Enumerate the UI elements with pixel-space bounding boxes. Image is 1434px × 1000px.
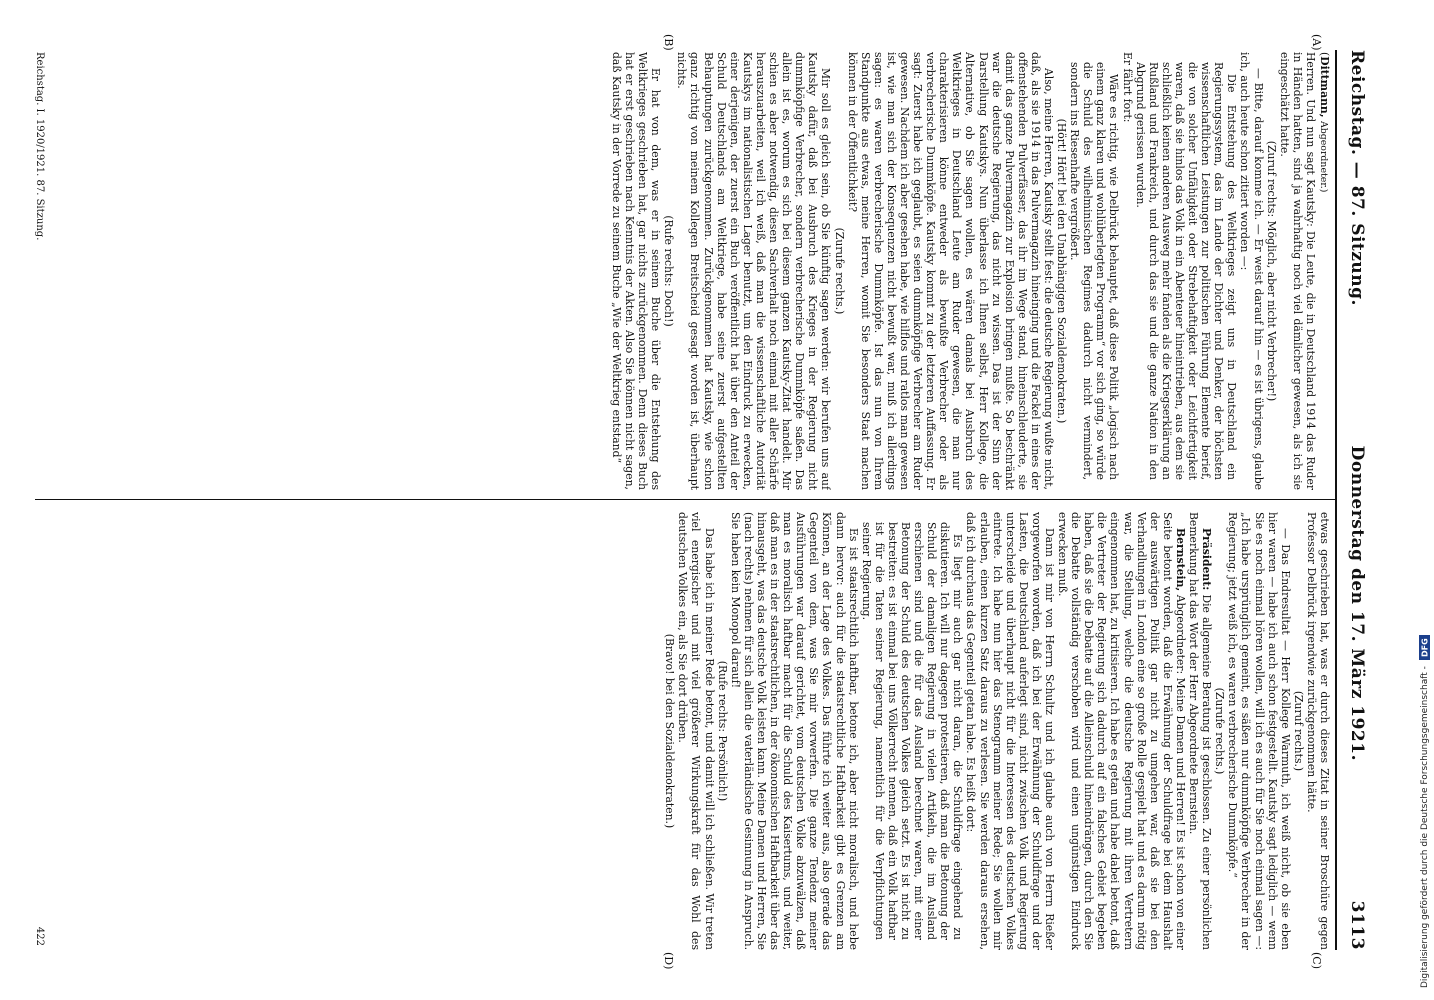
paragraph: Mir soll es gleich sein, ob Sie künftig sagen werden: wir berufen uns auf Kautsky dafür, daß bei Ausbruch des Krieges in der Regierung nicht dummköpfige Verbrecher, sondern verbrecherische Dummköpfe saßen. Das allein ist es, worum es sich bei diesem ganzen Kautsky-Zitat handelt. Mir schien es aber notwendig, diesen Sachverhalt noch einmal mit aller Schärfe herauszuarbeiten, weil ich weiß, daß man die wissenschaftliche Autorität Kautskys im nationalistischen Lager benutzt, um den Eindruck zu erwecken, einer derjenigen, der zuerst ein Buch veröffentlicht hat über den Anteil der Schuld Deutschlands am Weltkriege, habe seine zuerst aufgestellten Behauptungen zurückgenommen. Zurückgenommen hat Kautsky, wie schon ganz richtig von meinem Kollegen Breitscheid gesagt worden ist, überhaupt nichts. [675, 52, 833, 490]
quotation: Es liegt mir auch gar nicht daran, die Schuldfrage eingehend zu diskutieren. Ich will nur dagegen protestieren, daß man die Betonung der Schuld der damaligen Regierung in vielen Artikeln, die im Ausland erschienen sind und die für das Ausland berechnet waren, mit einer Betonung der Schuld des deutschen Volkes gleich setzt. Es ist nicht zu bestreiten: es ist einmal bei uns Völkerrecht nennen, daß ein Volk haftbar ist für die Taten seiner Regierung, namentlich für die Verpflichtungen seiner Regierung. [859, 522, 965, 940]
quotation: Die Entstehung des Weltkrieges zeigt uns in Deutschland ein Regierungssystem, das im Lande der Dichter und Denker, der höchsten wissenschaftlichen Leistungen zur politischen Führung Elemente berief, die von solcher Unfähigkeit oder Strebehaftigkeit oder Leichtfertigkeit waren, daß sie hinlos das Volk in ein Abenteuer hineintrieben, aus dem sie schließlich keinen anderen Ausweg mehr fanden als die Kriegserklärung an Rußland und Frankreich, und durch das sie und die ganze Nation in den Abgrund gerissen wurden. [1133, 62, 1239, 480]
interjection: (Hört! Hört! bei den Unabhängigen Sozialdemokraten.) [1055, 118, 1069, 424]
interjection: (Rufe rechts: Persönlich!) [715, 660, 729, 802]
header-page-number: 3113 [1347, 900, 1367, 950]
rotated-page [5, 30, 1375, 970]
speaker-line: (Dittmann, Abgeordneter.) [1318, 52, 1331, 193]
margin-mark-c: (C) [1310, 952, 1323, 969]
interjection: (Zuruf rechts.) [1291, 690, 1305, 772]
left-column [31, 52, 1331, 490]
paragraph: Dann ist mir von Herrn Schultz und ich glaube auch von Herrn Rießer vorgeworfen worden, daß ich bei der Erwähnung der Schuldfrage und der Lasten, die Deutschland auferlegt sind, nicht zwischen Volk und Regierung unterscheide und überhaupt nicht für die Interessen des deutschen Volkes eintrete. Ich habe nun hier das Stenogramm meiner Rede; Sie wollen mir erlauben, einen kurzen Satz daraus zu verlesen. Sie werden daraus ersehen, daß ich durchaus das Gegenteil getan habe. Es heißt dort: [964, 512, 1057, 950]
page-footer: Reichstag. I. 1920/1921. 87. Sitzung. [34, 52, 46, 241]
paragraph: — Das Endresultat — Herr Kollege Warmuth, ich weiß nicht, ob sie eben hier waren — habe ich auch schon festgestellt. Kautsky sagt lediglich — wenn Sie es noch einmal hören wollen, will ich es auch für Sie noch einmal sagen —: „Ich habe ursprünglich gemeint, es säßen nur dummköpfige Verbrecher in der Regierung; jetzt weiß ich, es waren verbrecherische Dummköpfe.“ [1226, 512, 1292, 950]
paragraph: Er fährt fort: [1120, 52, 1134, 123]
page-header [1337, 50, 1367, 950]
paragraph: — Bitte, darauf komme ich. — Er weist darauf hin — es ist übrigens, glaube ich, auch heute schon zitiert worden —: [1238, 52, 1265, 490]
quotation: Wäre es richtig, wie Delbrück behauptet, daß diese Politik „logisch nach einem ganz klaren und wohlüberlegten Programm“ vor sich ging, so würde die Schuld des wilhelminischen Regimes dadurch nicht vermindert, sondern ins Riesenhafte vergrößert. [1068, 62, 1121, 480]
paragraph: Das habe ich in meiner Rede betont, und damit will ich schließen. Wir treten viel energischer und mit viel größerer Wirkungskraft für das Wohl des deutschen Volkes ein, als Sie dort drüben. [676, 512, 716, 950]
page-signature: 422 [34, 926, 46, 946]
interjection: (Zurufe rechts.) [1213, 687, 1227, 775]
header-left: Reichstag. — 87. Sitzung. [1347, 50, 1367, 306]
interjection: (Rufe rechts: Doch!) [662, 215, 676, 327]
digitization-text: Digitalisierung gefördert durch die Deutsche Forschungsgemeinschaft - [1420, 666, 1430, 988]
right-column [31, 512, 1331, 950]
paragraph: etwas geschrieben hat, was er durch dieses Zitat in seiner Broschüre gegen Professor Delbrück irgendwie zurückgenommen hätte. [1304, 512, 1331, 950]
president-statement [1187, 512, 1213, 950]
bernstein-label: Bernstein, [1173, 528, 1187, 592]
speaker-name: Dittmann, [1318, 56, 1331, 118]
paragraph: Also, meine Herren, Kautsky stellt fest: die deutsche Regierung wußte nicht, daß, als sie 1914 in das Pulvermagazin hineinging und die Fackel in eines der offenstehenden Pulverfässer, das ihr im Wege stand, hineinschleuderte, sie damit das ganze Pulvermagazin zur Explosion bringen mußte. So beschränkt war die deutsche Regierung, das nicht zu wissen. Das ist der Sinn der Darstellung Kautskys. Nun überlasse ich Ihnen selbst, Herr Kollege, die Alternative, ob Sie sagen wollen, es wären damals bei Ausbruch des Weltkrieges in Deutschland Leute am Ruder gewesen, die man nur charakterisieren könne entweder als bewußte Verbrecher oder als verbrecherische Dummköpfe. Kautsky kommt zu der letzteren Auffassung. Er sagt: Zuerst habe ich geglaubt, es seien dummköpfige Verbrecher am Ruder gewesen. Nachdem ich aber gesehen habe, wie hilflos und ratlos man gewesen ist, wie man sich der Konsequenzen nicht bewußt war, muß ich allerdings sagen: es waren verbrecherische Dummköpfe. Ist das nun von Ihrem Standpunkte aus etwas, meine Herren, womit Sie besonders Staat machen können in der Öffentlichkeit? [845, 52, 1056, 490]
president-text: Die allgemeine Beratung ist geschlossen. Zu einer persönlichen Bemerkung hat das Wort der Herr Abgeordnete Bernstein. [1187, 512, 1214, 950]
bernstein-text: Abgeordneter: Meine Damen und Herren! Es ist schon von einer Seite betont worden, daß die Erwähnung der Schuldfrage bei dem Haushalt der auswärtigen Politik gar nicht zu umgehen war, daß sie bei den Verhandlungen in London eine so große Rolle gespielt hat und es darum nötig war, die Stellung, welche die deutsche Regierung mit ihren Vertretern eingenommen hat, zu kritisieren. Ich habe es getan und habe dabei betont, daß die Vertreter der Regierung sich dadurch auf ein falsches Gebiet begeben haben, daß sie die Debatte auf die Alleinschuld hineindrängen, durch den Sie die Debatte vollständig verschoben wird und einen ungünstigen Eindruck erwecken muß. [1056, 512, 1187, 950]
paragraph: Er hat von dem, was er in seinem Buche über die Entstehung des Weltkrieges geschrieben hat, gar nichts zurückgenommen. Denn dieses Buch hat er erst geschrieben nach Kenntnis der Akten. Also Sie können nicht sagen, daß Kautsky in der Vorrede zu seinem Buche „Wie der Weltkrieg entstand“ [609, 52, 663, 490]
interjection: (Bravo! bei den Sozialdemokraten.) [663, 633, 677, 829]
margin-mark-d: (D) [662, 952, 675, 970]
dfg-logo-icon: DFG [1420, 635, 1431, 660]
speaker-note: Abgeordneter.) [1318, 120, 1329, 193]
header-center: Donnerstag den 17. März 1921. [1347, 445, 1367, 762]
column-divider [35, 499, 1335, 500]
header-rule [1335, 50, 1337, 950]
bernstein-statement [1056, 512, 1187, 950]
interjection: (Zurufe rechts.) [832, 227, 846, 315]
interjection: (Zuruf rechts: Möglich, aber nicht Verbrecher!) [1264, 140, 1278, 402]
paragraph: Herren. Und nun sagt Kautsky: Die Leute, die in Deutschland 1914 das Ruder in Händen hatten, sind ja wahrhaftig noch viel dämlicher gewesen, als ich sie eingeschätzt hatte. [1277, 52, 1317, 490]
digitization-credit [1418, 8, 1432, 988]
paragraph: Es ist staatsrechtlich haftbar, betone ich, aber nicht moralisch, und hebe dann hervor: auch für die staatsrechtliche Haftbarkeit gibt es Grenzen am Können, an der Lage des Volkes. Das führte ich weiter aus, also gerade das Gegenteil von dem, was Sie mir vorwerfen. Die ganze Tendenz meiner Ausführungen war darauf gerichtet, vom deutschen Volke abzuwälzen, daß man es moralisch haftbar macht für die Schuld des Kaisertums, und weiter, daß man es in der staatsrechtlichen, in der ökonomischen Haftbarkeit über das hinausgeht, was das deutsche Volk leisten kann. Meine Damen und Herren, Sie (nach rechts) nehmen für sich allein die vaterländische Gesinnung in Anspruch. Sie haben kein Monopol darauf! [728, 512, 860, 950]
margin-mark-b: (B) [662, 34, 675, 51]
margin-mark-a: (A) [1310, 34, 1323, 51]
president-label: Präsident: [1200, 528, 1214, 591]
